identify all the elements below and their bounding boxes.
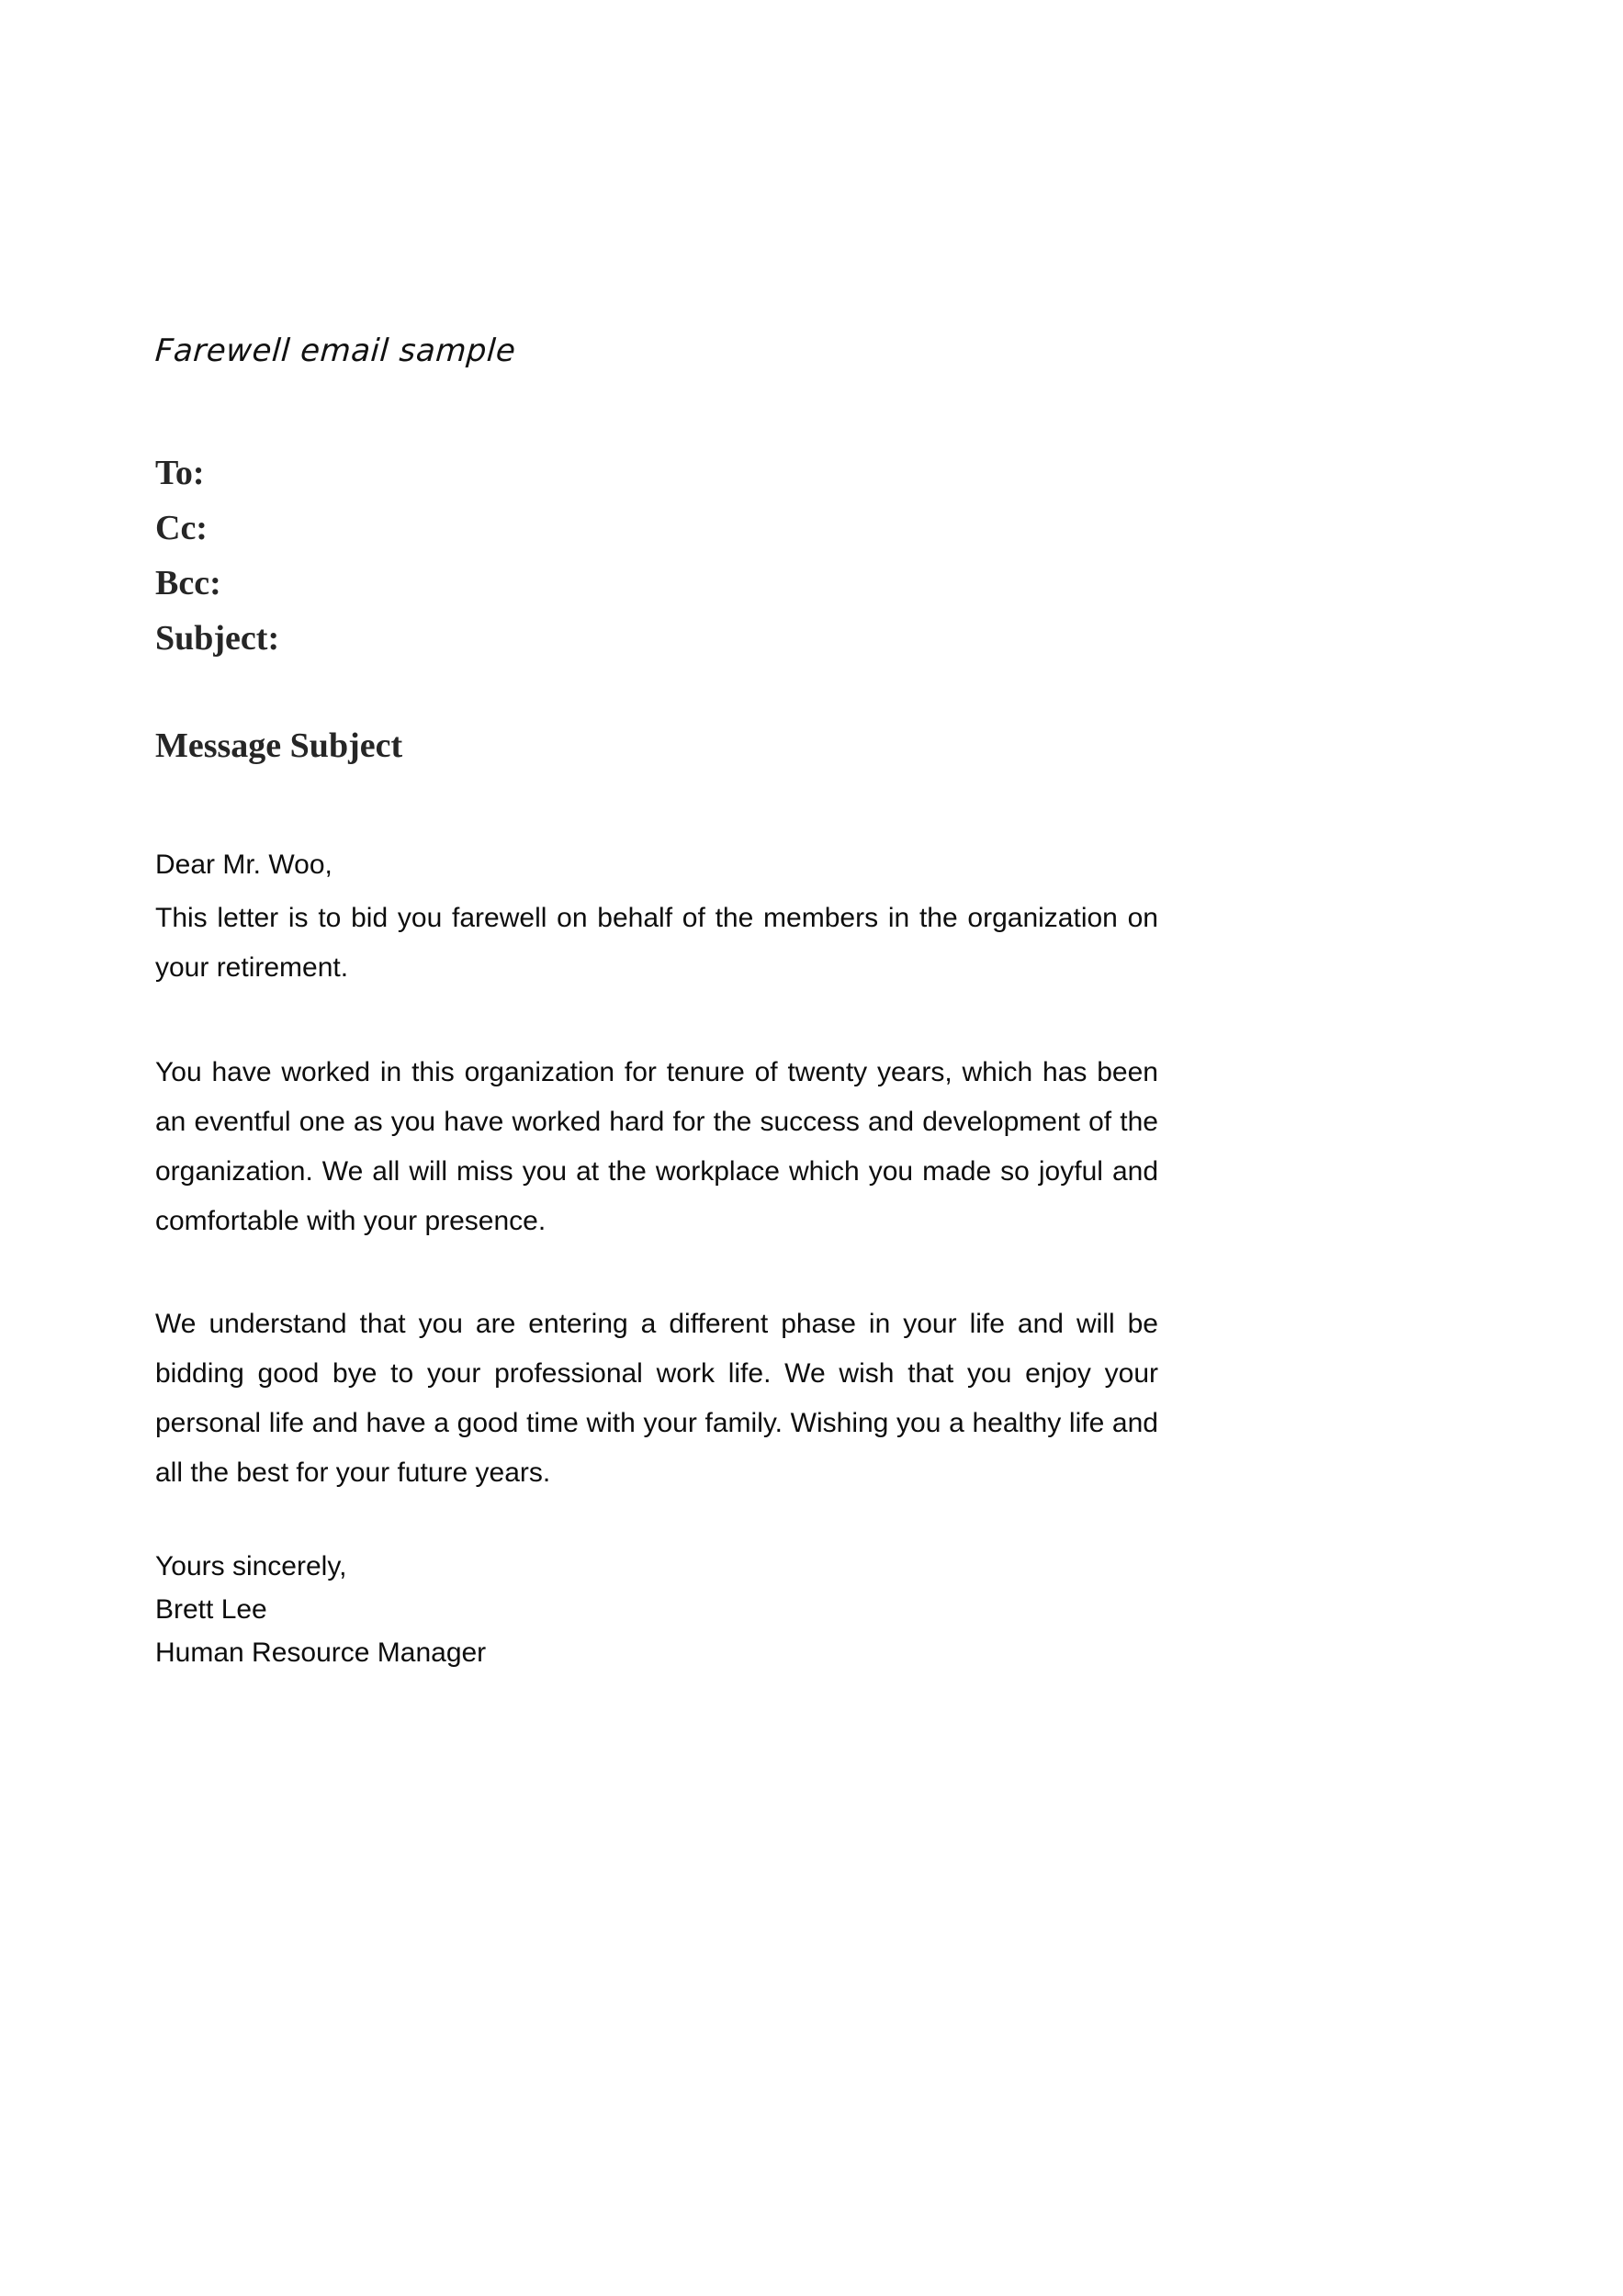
body-paragraph: You have worked in this organization for tenure of twenty years, which has been an eventful one as you have worked hard for the success and development of the organization. We all will miss you at the workplace which you made so joyful and comfortable with your presence. bbox=[155, 1057, 1158, 1236]
subject-field-label: Subject: bbox=[155, 619, 280, 658]
salutation: Dear Mr. Woo, bbox=[155, 850, 332, 880]
to-field-label: To: bbox=[155, 454, 205, 492]
document-title: Farewell email sample bbox=[153, 332, 517, 369]
body-paragraph: We understand that you are entering a different phase in your life and will be bidding good bye to your professional work life. We wish that you enjoy your personal life and have a good time with your family. Wishing you a healthy life and all the best for your future years. bbox=[155, 1309, 1158, 1488]
signature-closing: Yours sincerely, bbox=[155, 1551, 347, 1581]
signature-name: Brett Lee bbox=[155, 1594, 267, 1625]
message-subject-heading: Message Subject bbox=[155, 726, 403, 765]
cc-field-label: Cc: bbox=[155, 509, 208, 547]
body-paragraph: This letter is to bid you farewell on behalf of the members in the organization on your retirement. bbox=[155, 903, 1158, 983]
bcc-field-label: Bcc: bbox=[155, 564, 221, 602]
signature-title: Human Resource Manager bbox=[155, 1638, 487, 1668]
